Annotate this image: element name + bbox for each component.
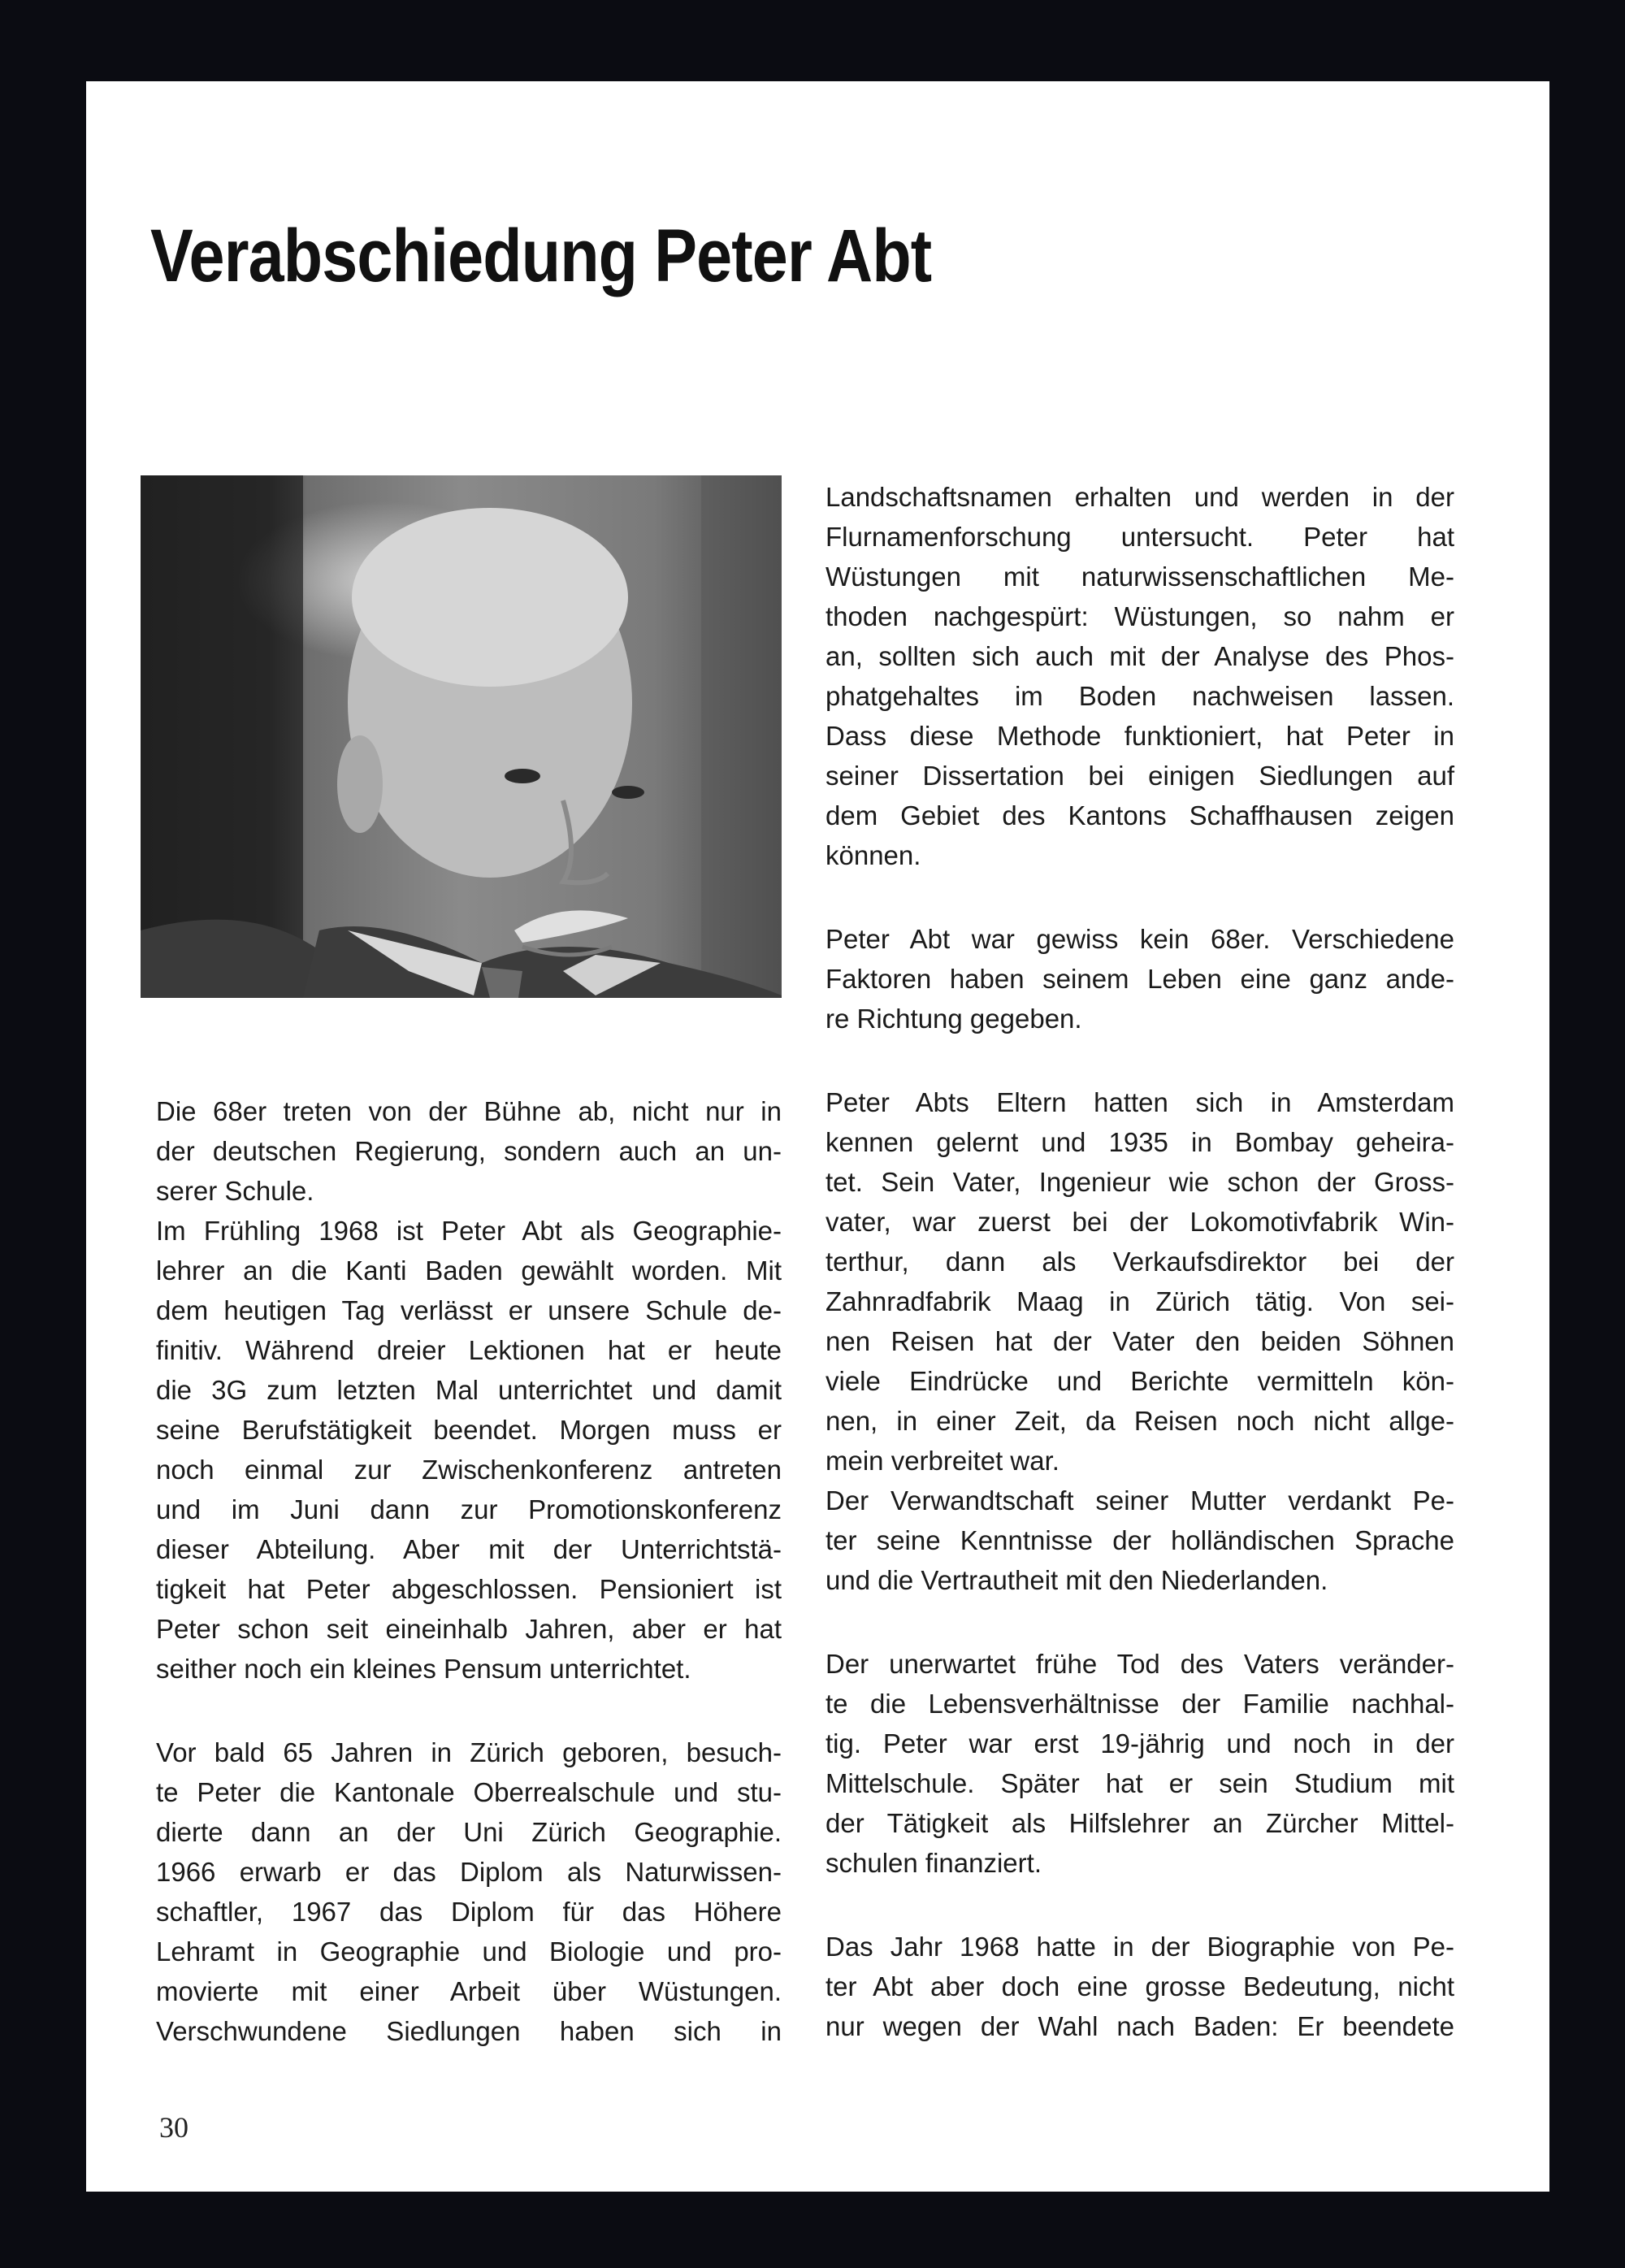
text-line: nur wegen der Wahl nach Baden: Er beendete [826,2011,1454,2041]
paragraph [826,1927,1454,2046]
text-line: re Richtung gegeben. [826,1004,1082,1034]
text-line: tet. Sein Vater, Ingenieur wie schon der Gross- [826,1167,1454,1197]
right-column [826,477,1454,2090]
paragraph [826,1644,1454,1883]
text-line: Landschaftsnamen erhalten und werden in der [826,482,1454,512]
paragraph [156,1091,782,1211]
text-line: Dass diese Methode funktioniert, hat Peter in [826,721,1454,751]
text-line: movierte mit einer Arbeit über Wüstungen. [156,1976,782,2006]
text-line: vater, war zuerst bei der Lokomotivfabrik Win- [826,1207,1454,1237]
text-line: nen Reisen hat der Vater den beiden Söhnen [826,1326,1454,1356]
text-line: thoden nachgespürt: Wüstungen, so nahm er [826,601,1454,631]
text-line: Lehramt in Geographie und Biologie und pro- [156,1936,782,1967]
document-page [86,81,1549,2192]
text-line: finitiv. Während dreier Lektionen hat er heute [156,1335,782,1365]
text-line: mein verbreitet war. [826,1446,1060,1476]
text-line: dierte dann an der Uni Zürich Geographie. [156,1817,782,1847]
text-line: Im Frühling 1968 ist Peter Abt als Geographie- [156,1216,782,1246]
text-line: Zahnradfabrik Maag in Zürich tätig. Von sei- [826,1286,1454,1316]
text-line: Der unerwartet frühe Tod des Vaters veränder- [826,1649,1454,1679]
text-line: seine Berufstätigkeit beendet. Morgen muss er [156,1415,782,1445]
paragraph [156,1732,782,2051]
text-line: der deutschen Regierung, sondern auch an un- [156,1136,782,1166]
text-line: Vor bald 65 Jahren in Zürich geboren, besuch- [156,1737,782,1767]
portrait-photo [141,475,782,998]
text-line: dem Gebiet des Kantons Schaffhausen zeigen [826,800,1454,830]
text-line: dem heutigen Tag verlässt er unsere Schule de- [156,1295,782,1325]
paragraph [156,1211,782,1689]
text-line: nen, in einer Zeit, da Reisen noch nicht allge- [826,1406,1454,1436]
text-line: te die Lebensverhältnisse der Familie nachhal- [826,1689,1454,1719]
paragraph [826,477,1454,875]
text-line: an, sollten sich auch mit der Analyse des Phos- [826,641,1454,671]
left-column [156,1091,782,2095]
text-line: Peter schon seit eineinhalb Jahren, aber er hat [156,1614,782,1644]
text-line: ter Abt aber doch eine grosse Bedeutung, nicht [826,1971,1454,2001]
text-line: und im Juni dann zur Promotionskonferenz [156,1494,782,1524]
text-line: seither noch ein kleines Pensum unterrichtet. [156,1654,691,1684]
text-line: 1966 erwarb er das Diplom als Naturwissen- [156,1857,782,1887]
text-line: dieser Abteilung. Aber mit der Unterrichtstä- [156,1534,782,1564]
text-line: Die 68er treten von der Bühne ab, nicht nur in [156,1096,782,1126]
text-line: Peter Abts Eltern hatten sich in Amsterdam [826,1087,1454,1117]
text-line: Faktoren haben seinem Leben eine ganz ande- [826,964,1454,994]
text-line: schaftler, 1967 das Diplom für das Höhere [156,1897,782,1927]
text-line: viele Eindrücke und Berichte vermitteln kön- [826,1366,1454,1396]
paragraph [826,919,1454,1039]
text-line: te Peter die Kantonale Oberrealschule und stu- [156,1777,782,1807]
text-line: tig. Peter war erst 19-jährig und noch in der [826,1728,1454,1758]
text-line: Wüstungen mit naturwissenschaftlichen Me- [826,562,1454,592]
text-line: ter seine Kenntnisse der holländischen Sprache [826,1525,1454,1555]
text-line: Mittelschule. Später hat er sein Studium mit [826,1768,1454,1798]
portrait-photo-illustration [141,475,782,998]
text-line: die 3G zum letzten Mal unterrichtet und damit [156,1375,782,1405]
text-line: können. [826,840,921,870]
article-title: Verabschiedung Peter Abt [150,215,932,297]
text-line: noch einmal zur Zwischenkonferenz antreten [156,1455,782,1485]
text-line: lehrer an die Kanti Baden gewählt worden. Mit [156,1255,782,1286]
text-line: phatgehaltes im Boden nachweisen lassen. [826,681,1454,711]
text-line: Der Verwandtschaft seiner Mutter verdankt Pe- [826,1485,1454,1516]
text-line: kennen gelernt und 1935 in Bombay geheira- [826,1127,1454,1157]
text-line: und die Vertrautheit mit den Niederlanden. [826,1565,1328,1595]
text-line: schulen finanziert. [826,1848,1042,1878]
page-number: 30 [159,2111,188,2144]
text-line: der Tätigkeit als Hilfslehrer an Zürcher Mittel- [826,1808,1454,1838]
text-line: Flurnamenforschung untersucht. Peter hat [826,522,1454,552]
text-line: terthur, dann als Verkaufsdirektor bei der [826,1247,1454,1277]
text-line: tigkeit hat Peter abgeschlossen. Pensioniert ist [156,1574,782,1604]
text-line: Verschwundene Siedlungen haben sich in [156,2016,782,2046]
paragraph [826,1082,1454,1481]
text-line: seiner Dissertation bei einigen Siedlungen auf [826,761,1454,791]
text-line: Peter Abt war gewiss kein 68er. Verschiedene [826,924,1454,954]
paragraph [826,1481,1454,1600]
text-line: Das Jahr 1968 hatte in der Biographie von Pe- [826,1932,1454,1962]
text-line: serer Schule. [156,1176,314,1206]
